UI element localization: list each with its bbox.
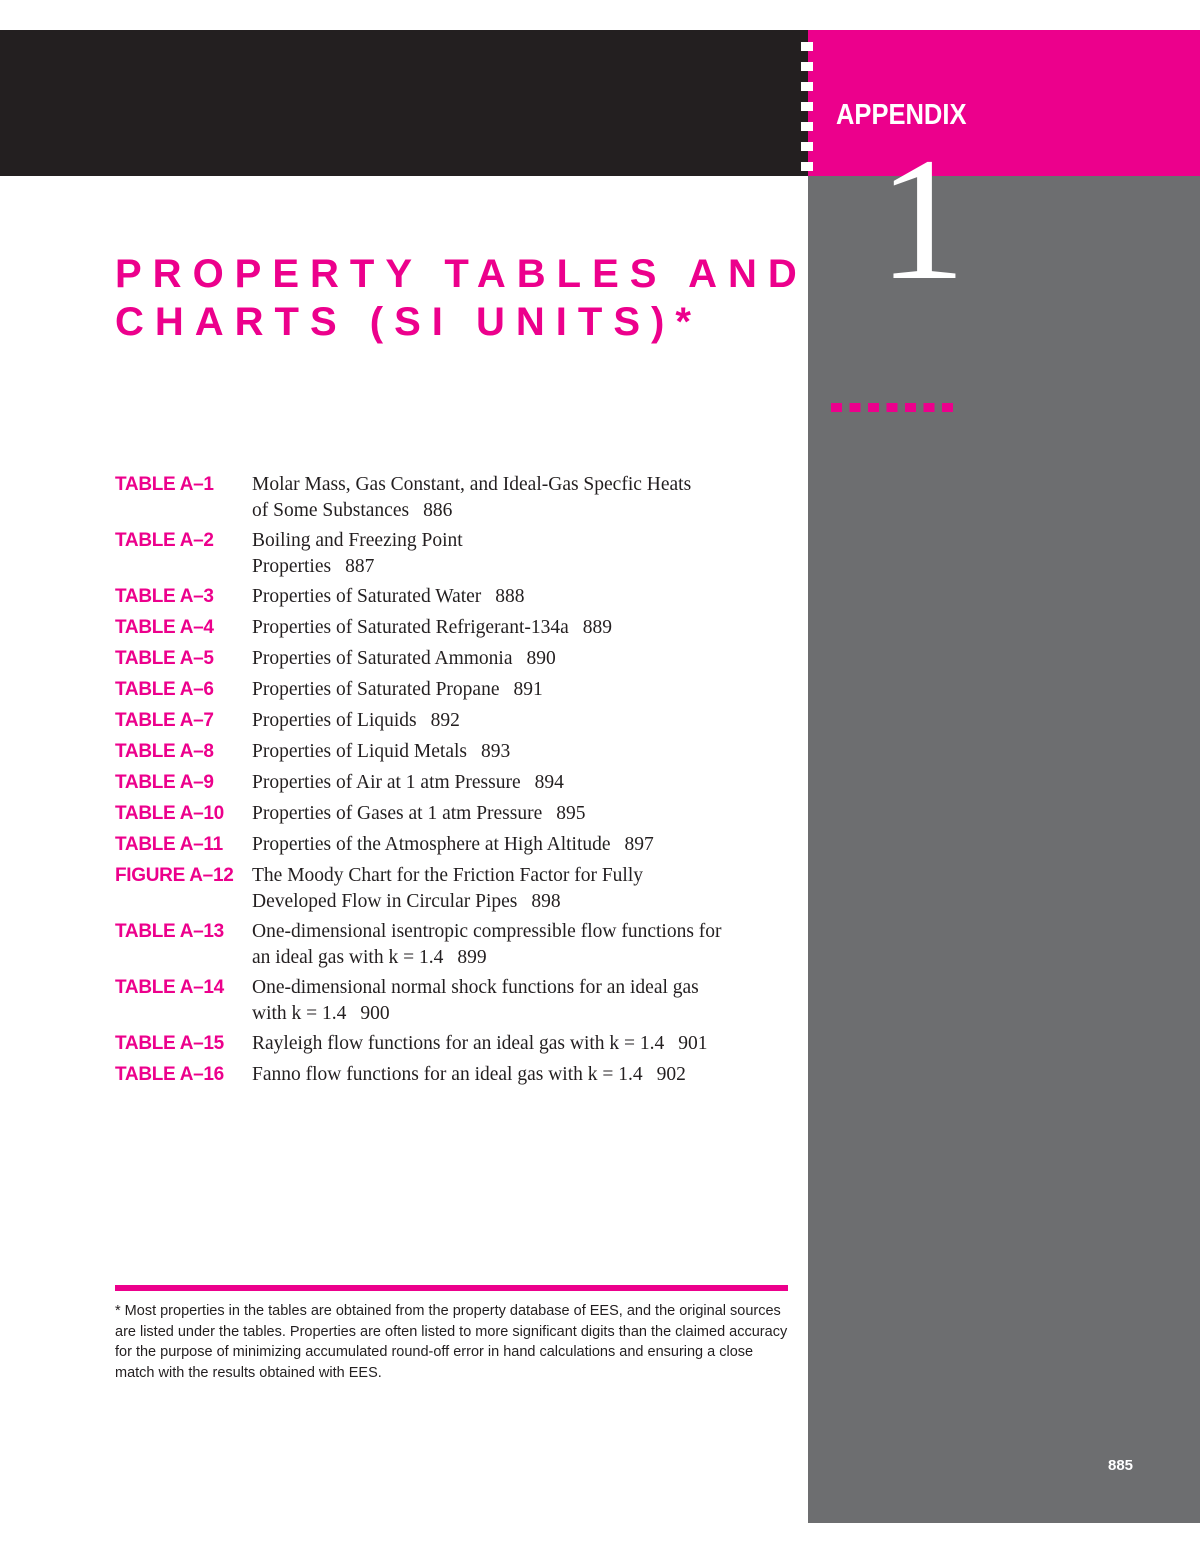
toc-entry-label: TABLE A–5 bbox=[115, 648, 214, 669]
toc-entry-title bbox=[252, 739, 795, 765]
page-number: 885 bbox=[1108, 1457, 1134, 1474]
toc-entry-label: TABLE A–10 bbox=[115, 803, 224, 824]
toc-entry-page: 888 bbox=[495, 586, 525, 607]
footnote: * Most properties in the tables are obtained from the property database of EES, and the original sources are listed under the tables. Properties are often listed to more significant digits than the claimed accuracy for the purpose of minimizing accumulated round-off error in hand calculations and ensuring a close match with the results obtained with EES. bbox=[115, 1303, 788, 1381]
toc-entry-title-line: Fanno flow functions for an ideal gas with k = 1.4 bbox=[252, 1064, 643, 1085]
toc-entry-title-line: Properties of Liquids bbox=[252, 710, 417, 731]
toc-entry-title-line: Developed Flow in Circular Pipes bbox=[252, 891, 518, 912]
toc-entry-label: TABLE A–11 bbox=[115, 834, 223, 855]
page-title-line-1: PROPERTY TABLES AND bbox=[115, 252, 808, 296]
toc-entry-label: TABLE A–14 bbox=[115, 977, 224, 998]
toc-entry-page: 889 bbox=[582, 617, 613, 638]
toc-entry-title-line: Properties of Saturated Water bbox=[252, 586, 482, 607]
toc-entry-page: 898 bbox=[531, 891, 561, 912]
toc-entry bbox=[115, 770, 795, 796]
toc-entry bbox=[115, 1062, 795, 1088]
toc-entry-label: TABLE A–4 bbox=[115, 617, 214, 638]
toc-entry-title bbox=[252, 863, 795, 915]
toc-entry-title-line: Properties of Saturated Ammonia bbox=[252, 648, 513, 669]
toc-entry bbox=[115, 472, 795, 524]
toc-entry-title-line: Rayleigh flow functions for an ideal gas with k = 1.4 bbox=[252, 1033, 665, 1054]
toc-entry bbox=[115, 919, 795, 971]
toc-entry-title bbox=[252, 832, 795, 858]
grey-sidebar bbox=[808, 176, 1200, 1523]
toc-entry bbox=[115, 708, 795, 734]
toc-entry bbox=[115, 615, 795, 641]
toc-entry-title bbox=[252, 584, 795, 610]
toc-entry-title bbox=[252, 919, 795, 971]
toc-entry-title-line: Properties of Gases at 1 atm Pressure bbox=[252, 803, 543, 824]
toc-entry-title bbox=[252, 1031, 795, 1057]
toc-entry-page: 897 bbox=[624, 834, 654, 855]
page-title bbox=[115, 250, 808, 346]
toc-entry-title bbox=[252, 646, 795, 672]
toc-entry bbox=[115, 646, 795, 672]
toc-entry-title-line: Properties of Air at 1 atm Pressure bbox=[252, 772, 521, 793]
toc-entry-label: TABLE A–6 bbox=[115, 679, 214, 700]
toc-entry bbox=[115, 677, 795, 703]
toc-entry-page: 891 bbox=[513, 679, 543, 700]
toc-entry-title bbox=[252, 708, 795, 734]
toc-entry-label: TABLE A–7 bbox=[115, 710, 214, 731]
toc-entry-title-line: an ideal gas with k = 1.4 bbox=[252, 947, 444, 968]
page-title-line-2: CHARTS (SI UNITS)* bbox=[115, 300, 702, 344]
table-of-contents bbox=[115, 472, 795, 1093]
toc-entry-title bbox=[252, 975, 795, 1027]
toc-entry-page: 895 bbox=[556, 803, 586, 824]
toc-entry-page: 892 bbox=[430, 710, 460, 731]
toc-entry-title-line: One-dimensional isentropic compressible flow functions for bbox=[252, 921, 722, 942]
toc-entry-title-line: with k = 1.4 bbox=[252, 1003, 347, 1024]
toc-entry-page: 899 bbox=[457, 947, 487, 968]
toc-entry-page: 893 bbox=[481, 741, 511, 762]
toc-entry-page: 900 bbox=[360, 1003, 390, 1024]
toc-entry-label: TABLE A–2 bbox=[115, 530, 214, 551]
toc-entry-label: TABLE A–9 bbox=[115, 772, 214, 793]
toc-entry bbox=[115, 801, 795, 827]
toc-entry-label: TABLE A–16 bbox=[115, 1064, 224, 1085]
toc-entry bbox=[115, 528, 795, 580]
toc-entry-page: 894 bbox=[534, 772, 564, 793]
toc-entry-title-line: Properties of the Atmosphere at High Altitude bbox=[252, 834, 611, 855]
toc-entry-title-line: of Some Substances bbox=[252, 500, 410, 521]
toc-entry-title-line: Boiling and Freezing Point bbox=[252, 530, 463, 551]
toc-entry-title bbox=[252, 615, 795, 641]
toc-entry bbox=[115, 739, 795, 765]
toc-entry-page: 890 bbox=[526, 648, 556, 669]
dotted-divider-horizontal bbox=[831, 403, 959, 412]
toc-entry-label: TABLE A–8 bbox=[115, 741, 214, 762]
toc-entry-label: TABLE A–13 bbox=[115, 921, 224, 942]
toc-entry bbox=[115, 1031, 795, 1057]
toc-entry-title-line: Properties bbox=[252, 556, 332, 577]
toc-entry bbox=[115, 584, 795, 610]
toc-entry-title-line: Properties of Liquid Metals bbox=[252, 741, 468, 762]
toc-entry-title bbox=[252, 801, 795, 827]
toc-entry-title bbox=[252, 1062, 795, 1088]
toc-entry-label: TABLE A–15 bbox=[115, 1033, 224, 1054]
toc-entry bbox=[115, 832, 795, 858]
footnote-rule bbox=[115, 1285, 788, 1291]
toc-entry-title-line: Molar Mass, Gas Constant, and Ideal-Gas Specfic Heats bbox=[252, 474, 692, 495]
toc-entry-title-line: The Moody Chart for the Friction Factor for Fully bbox=[252, 865, 644, 886]
toc-entry-title bbox=[252, 770, 795, 796]
header-dark-bar bbox=[0, 30, 808, 176]
toc-entry-title-line: Properties of Saturated Propane bbox=[252, 679, 500, 700]
toc-entry-title bbox=[252, 472, 795, 524]
dotted-divider-vertical bbox=[801, 42, 813, 172]
appendix-number: 1 bbox=[878, 122, 966, 317]
toc-entry-label: TABLE A–1 bbox=[115, 474, 214, 495]
toc-entry-page: 886 bbox=[423, 500, 453, 521]
toc-entry-page: 902 bbox=[656, 1064, 686, 1085]
toc-entry-title bbox=[252, 677, 795, 703]
toc-entry-title-line: Properties of Saturated Refrigerant-134a bbox=[252, 617, 569, 638]
appendix-label: APPENDIX bbox=[836, 99, 967, 131]
toc-entry-page: 901 bbox=[678, 1033, 708, 1054]
toc-entry-page: 887 bbox=[345, 556, 375, 577]
toc-entry bbox=[115, 975, 795, 1027]
toc-entry-label: TABLE A–3 bbox=[115, 586, 214, 607]
toc-entry-label: FIGURE A–12 bbox=[115, 865, 234, 886]
toc-entry-title-line: One-dimensional normal shock functions for an ideal gas bbox=[252, 977, 699, 998]
toc-entry bbox=[115, 863, 795, 915]
toc-entry-title bbox=[252, 528, 795, 580]
